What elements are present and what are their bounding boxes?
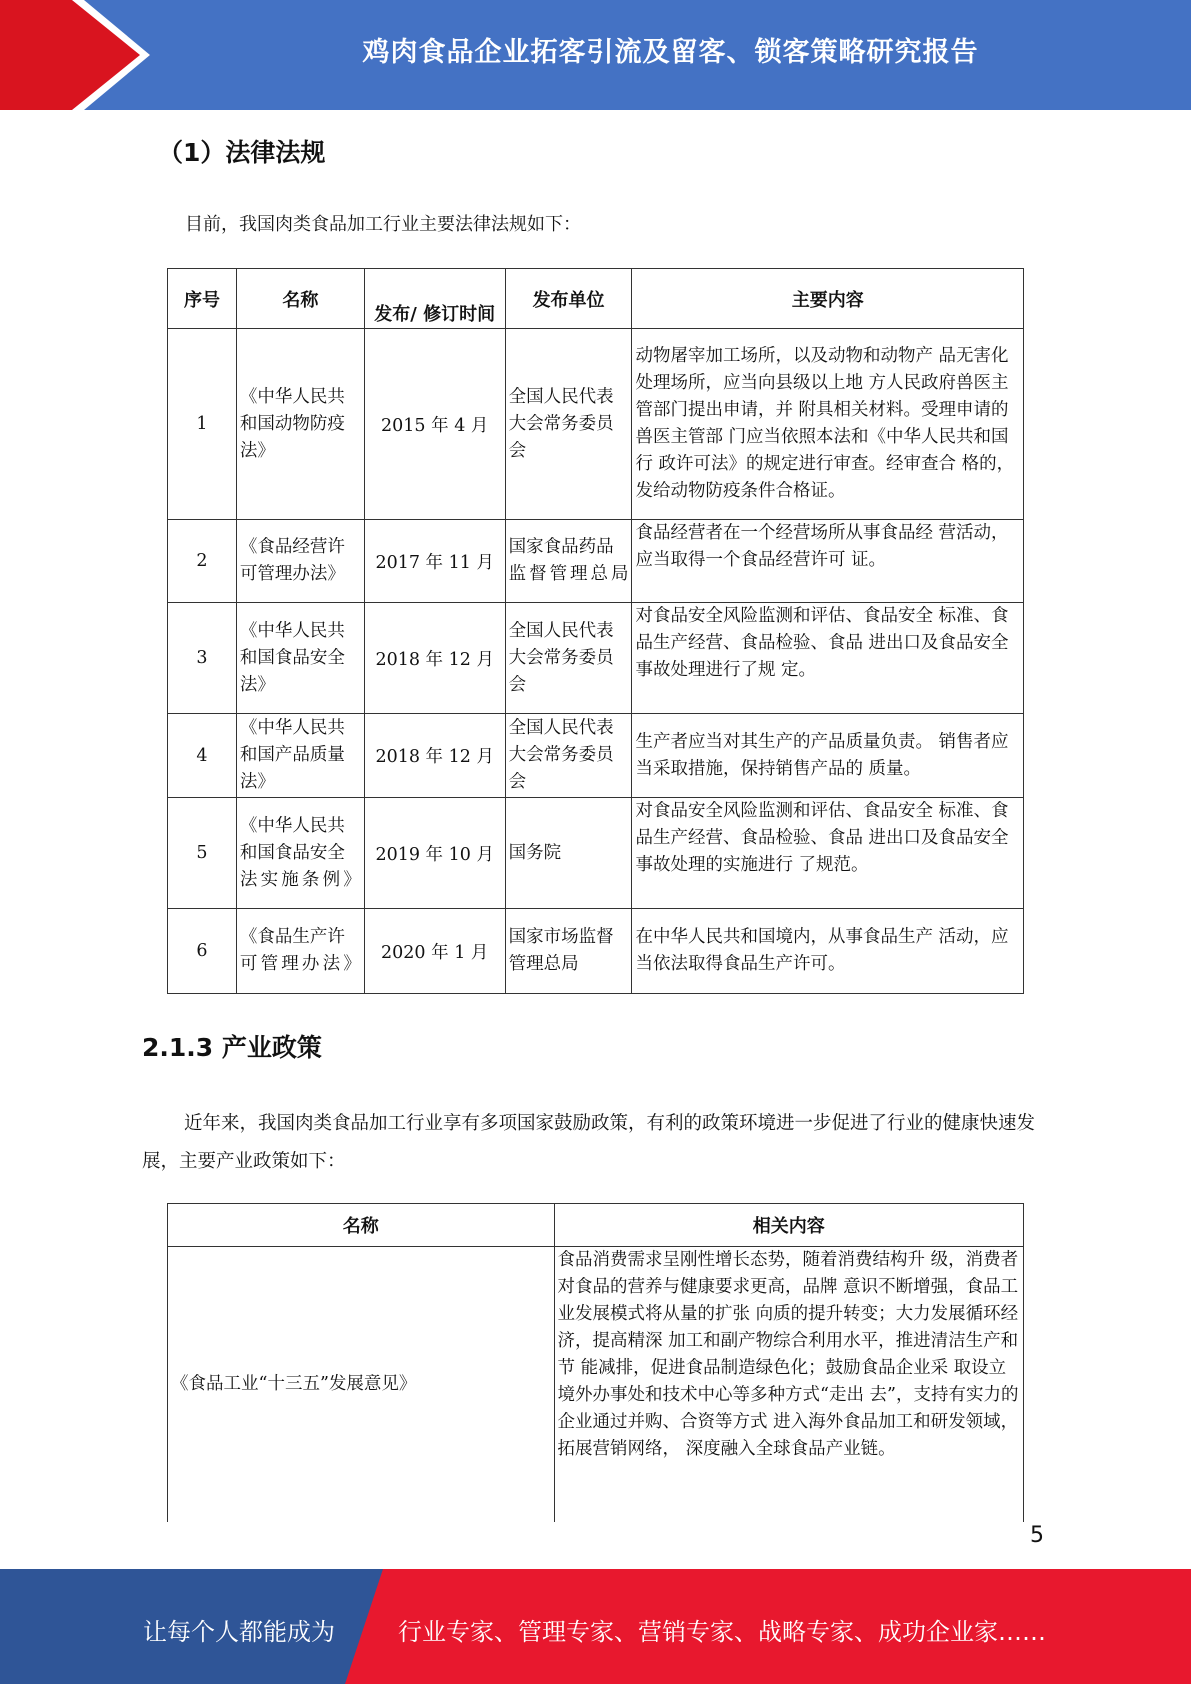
- law-table-header: [168, 269, 1024, 329]
- row-name: 《中华人民共和国食品安全法实施条例》: [236, 798, 364, 909]
- row-issuer: 全国人民代表大会常务委员会: [505, 714, 632, 798]
- policy-name: 《食品工业“十三五”发展意见》: [168, 1247, 555, 1522]
- row-content: 在中华人民共和国境内，从事食品生产 活动，应当依法取得食品生产许可。: [632, 909, 1024, 994]
- row-name: 《食品生产许可管理办法》: [236, 909, 364, 994]
- row-issuer: 国务院: [505, 798, 632, 909]
- table-row: [168, 520, 1024, 603]
- row-date: 2020 年 1 月: [364, 909, 505, 994]
- col-header-policy-name: 名称: [168, 1204, 555, 1247]
- row-name: 《中华人民共和国食品安全法》: [236, 603, 364, 714]
- col-header-name: 名称: [236, 269, 364, 329]
- policy-content: 食品消费需求呈刚性增长态势，随着消费结构升 级，消费者对食品的营养与健康要求更高，品牌 意识不断增强，食品工业发展模式将从量的扩张 向质的提升转变；大力发展循环经济，提高精深 加工和副产物综合利用水平，推进清洁生产和节 能减排，促进食品制造绿色化；鼓励食品企业采 取设立境外办事处和技术中心等多种方式“走出 去”，支持有实力的企业通过并购、合资等方式 进入海外食品加工和研发领域，拓展营销网络， 深度融入全球食品产业链。: [554, 1247, 1023, 1522]
- row-date: 2018 年 12 月: [364, 714, 505, 798]
- col-header-date: 发布/ 修订时间: [364, 269, 505, 329]
- row-content: 对食品安全风险监测和评估、食品安全 标准、食品生产经营、食品检验、食品 进出口及食品安全事故处理进行了规 定。: [632, 603, 1024, 714]
- row-no: 3: [168, 603, 237, 714]
- table-row: [168, 1247, 1024, 1522]
- row-issuer: 国家食品药品监督管理总局: [505, 520, 632, 603]
- footer-slogan-right: 行业专家、管理专家、营销专家、战略专家、成功企业家……: [398, 1618, 1046, 1646]
- row-no: 5: [168, 798, 237, 909]
- page-footer: [0, 1569, 1191, 1684]
- col-header-content: 主要内容: [632, 269, 1024, 329]
- row-issuer: 国家市场监督管理总局: [505, 909, 632, 994]
- row-name: 《中华人民共和国产品质量法》: [236, 714, 364, 798]
- row-issuer: 全国人民代表大会常务委员会: [505, 603, 632, 714]
- header-arrow-icon: [0, 0, 170, 110]
- law-table: [167, 268, 1024, 994]
- footer-slogan-left: 让每个人都能成为: [143, 1618, 335, 1646]
- row-date: 2018 年 12 月: [364, 603, 505, 714]
- section-heading-laws: （1）法律法规: [158, 138, 326, 167]
- row-issuer: 全国人民代表大会常务委员会: [505, 329, 632, 520]
- row-content: 对食品安全风险监测和评估、食品安全 标准、食品生产经营、食品检验、食品 进出口及食品安全事故处理的实施进行 了规范。: [632, 798, 1024, 909]
- col-header-issuer: 发布单位: [505, 269, 632, 329]
- table-row: [168, 798, 1024, 909]
- policy-table-header: [168, 1204, 1024, 1247]
- row-date: 2019 年 10 月: [364, 798, 505, 909]
- row-content: 生产者应当对其生产的产品质量负责。 销售者应当采取措施，保持销售产品的 质量。: [632, 714, 1024, 798]
- page-header: [0, 0, 1191, 110]
- row-content: 食品经营者在一个经营场所从事食品经 营活动，应当取得一个食品经营许可 证。: [632, 520, 1024, 603]
- section-intro: 目前，我国肉类食品加工行业主要法律法规如下：: [185, 214, 581, 235]
- row-no: 4: [168, 714, 237, 798]
- policy-paragraph: 近年来，我国肉类食品加工行业享有多项国家鼓励政策，有利的政策环境进一步促进了行业的健康快速发展，主要产业政策如下：: [142, 1113, 1036, 1172]
- section-heading-policy: 2.1.3 产业政策: [142, 1033, 322, 1062]
- table-row: [168, 329, 1024, 520]
- row-date: 2015 年 4 月: [364, 329, 505, 520]
- row-no: 6: [168, 909, 237, 994]
- row-no: 1: [168, 329, 237, 520]
- policy-table: [167, 1203, 1024, 1522]
- col-header-policy-content: 相关内容: [554, 1204, 1023, 1247]
- row-content: 动物屠宰加工场所，以及动物和动物产 品无害化处理场所，应当向县级以上地 方人民政府兽医主管部门提出申请，并 附具相关材料。受理申请的兽医主管部 门应当依照本法和《中华人民共和国行 政许可法》的规定进行审查。经审查合 格的，发给动物防疫条件合格证。: [632, 329, 1024, 520]
- table-row: [168, 603, 1024, 714]
- page-number: 5: [1030, 1523, 1044, 1548]
- row-name: 《中华人民共和国动物防疫法》: [236, 329, 364, 520]
- row-date: 2017 年 11 月: [364, 520, 505, 603]
- row-name: 《食品经营许可管理办法》: [236, 520, 364, 603]
- col-header-no: 序号: [168, 269, 237, 329]
- row-no: 2: [168, 520, 237, 603]
- table-row: [168, 909, 1024, 994]
- table-row: [168, 714, 1024, 798]
- header-title: 鸡肉食品企业拓客引流及留客、锁客策略研究报告: [362, 37, 979, 68]
